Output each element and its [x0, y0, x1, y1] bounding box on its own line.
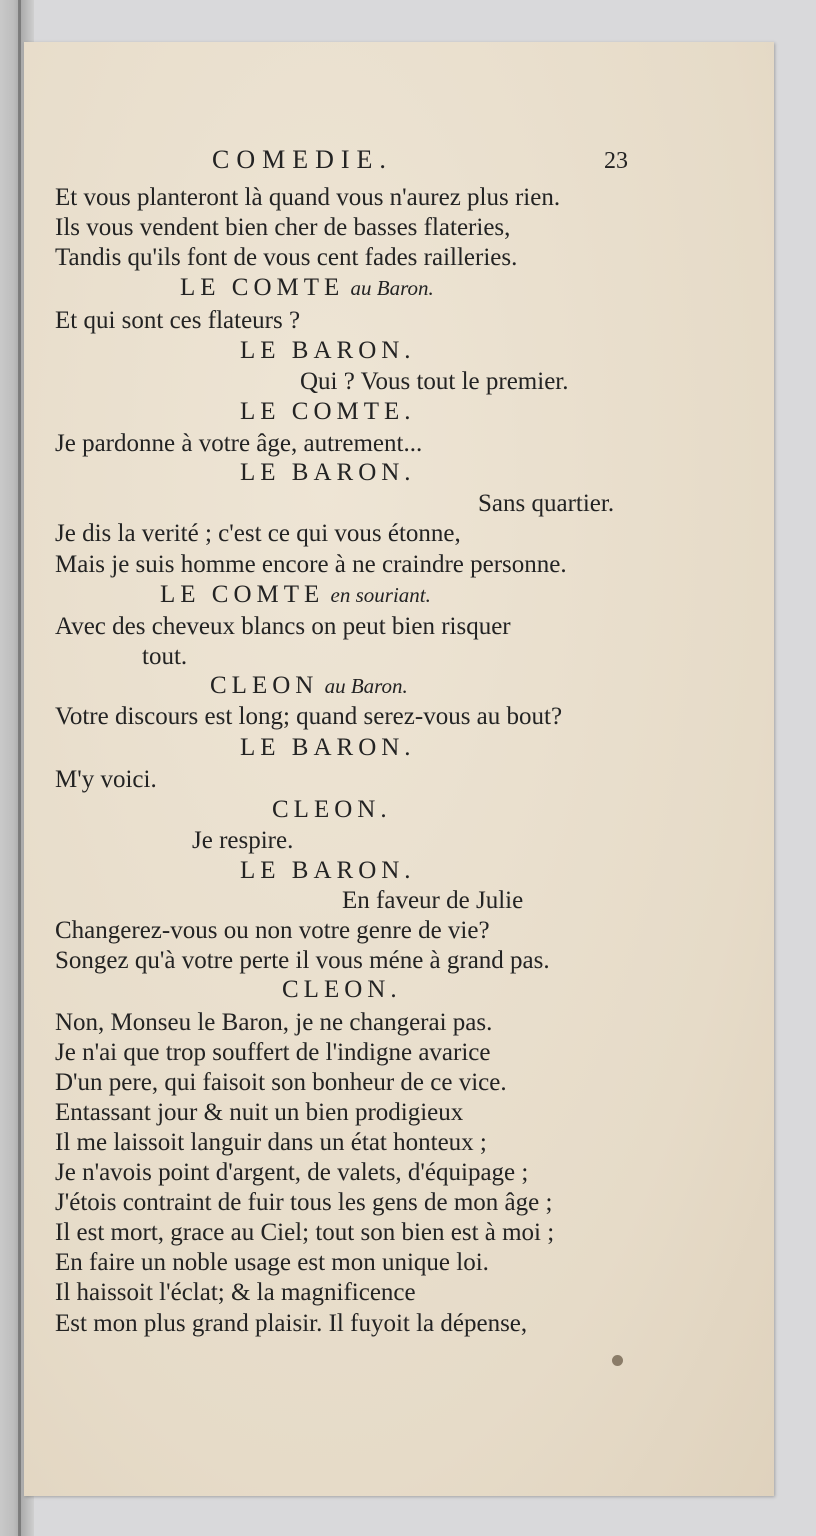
verse-line: Je respire. — [192, 827, 294, 854]
speaker-heading: CLEON. — [272, 796, 392, 823]
stage-direction: au Baron. — [324, 674, 408, 698]
speaker-name: LE COMTE — [160, 581, 325, 608]
speaker-heading: LE BARON. — [240, 857, 416, 884]
verse-line: Je n'ai que trop souffert de l'indigne avarice — [55, 1039, 491, 1066]
speaker-name: LE COMTE — [180, 274, 345, 301]
speaker-heading: CLEON. — [282, 976, 402, 1003]
stage-direction: en souriant. — [330, 583, 431, 607]
verse-line: Je pardonne à votre âge, autrement... — [55, 430, 423, 457]
speaker-name: CLEON — [210, 672, 319, 699]
verse-line: Est mon plus grand plaisir. Il fuyoit la dépense, — [55, 1310, 528, 1337]
speaker-heading: LE BARON. — [240, 459, 416, 486]
verse-line: Et vous planteront là quand vous n'aurez plus rien. — [55, 184, 561, 211]
verse-line: Qui ? Vous tout le premier. — [300, 368, 569, 395]
verse-line: Songez qu'à votre perte il vous méne à grand pas. — [55, 947, 550, 974]
speaker-heading — [210, 671, 816, 701]
verse-line: Non, Monseu le Baron, je ne changerai pas. — [55, 1009, 493, 1036]
speaker-heading: LE BARON. — [240, 337, 416, 364]
verse-line: Changerez-vous ou non votre genre de vie? — [55, 917, 490, 944]
verse-line: J'étois contraint de fuir tous les gens de mon âge ; — [55, 1189, 553, 1216]
page-number: 23 — [604, 148, 628, 174]
verse-line: M'y voici. — [55, 766, 157, 793]
speaker-heading — [180, 273, 790, 303]
verse-line: tout. — [142, 643, 188, 670]
verse-line: Tandis qu'ils font de vous cent fades railleries. — [55, 244, 518, 271]
verse-line: Mais je suis homme encore à ne craindre personne. — [55, 551, 567, 578]
verse-line: En faire un noble usage est mon unique loi. — [55, 1249, 489, 1276]
verse-line: Avec des cheveux blancs on peut bien risquer — [55, 613, 511, 640]
verse-line: Il me laissoit languir dans un état honteux ; — [55, 1129, 487, 1156]
verse-line: Et qui sont ces flateurs ? — [55, 307, 301, 334]
stage-direction: au Baron. — [350, 276, 434, 300]
ink-spot — [612, 1355, 623, 1366]
verse-line: En faveur de Julie — [342, 887, 524, 914]
verse-line: Votre discours est long; quand serez-vous au bout? — [55, 703, 563, 730]
verse-line: Je dis la verité ; c'est ce qui vous étonne, — [55, 520, 461, 547]
verse-line: Entassant jour & nuit un bien prodigieux — [55, 1099, 464, 1126]
verse-line: Il haissoit l'éclat; & la magnificence — [55, 1279, 416, 1306]
speaker-heading: LE BARON. — [240, 734, 416, 761]
running-head-title: COMEDIE. — [212, 145, 393, 174]
speaker-heading: LE COMTE. — [240, 398, 416, 425]
binding-shadow-line — [18, 0, 21, 1536]
verse-line: Sans quartier. — [478, 490, 615, 517]
verse-line: Je n'avois point d'argent, de valets, d'équipage ; — [55, 1159, 529, 1186]
verse-line: Ils vous vendent bien cher de basses flateries, — [55, 214, 511, 241]
speaker-heading — [160, 580, 770, 610]
verse-line: Il est mort, grace au Ciel; tout son bien est à moi ; — [55, 1219, 555, 1246]
verse-line: D'un pere, qui faisoit son bonheur de ce vice. — [55, 1069, 507, 1096]
